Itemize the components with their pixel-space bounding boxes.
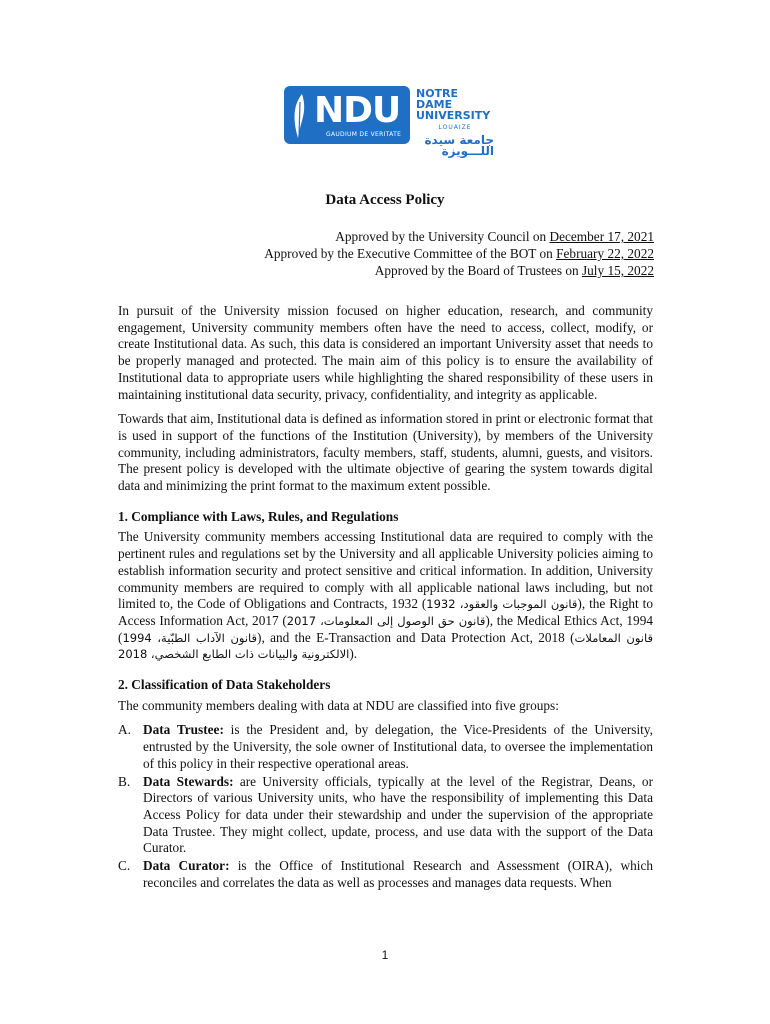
list-item: B. Data Stewards: are University officials, typically at the level of the Registrar, Deans, or Directors of various University units, who have the responsibility of implementing this Data Access Policy for data under their stewardship and under the supervision of the appropriate Data Trustee. They might collect, update, process, and use data with the support of the Data Curator. — [118, 773, 653, 856]
section-paragraph: The community members dealing with data at NDU are classified into five groups: — [118, 697, 559, 713]
intro-paragraph: Towards that aim, Institutional data is defined as information stored in print or electronic format that is used in support of the functions of the Institution (University), by members of the University community, including administrators, faculty members, staff, students, alumni, guests, and visitors. The present policy is developed with the ultimate objective of gearing the system towards digital data and minimizing the print format to the maximum extent possible. — [118, 411, 653, 494]
arabic-law-name: قانون الآداب الطبّية، 1994 — [122, 630, 258, 645]
logo-motto: GAUDIUM DE VERITATE — [326, 131, 402, 138]
intro-paragraph: In pursuit of the University mission focused on higher education, research, and community engagement, University community members often have the need to access, collect, modify, or create Institutional data. As such, this data is considered an important University asset that needs to be properly managed and protected. The main aim of this policy is to ensure the availability of Institutional data to appropriate users while highlighting the shared responsibility of these users in maintaining institutional data security, privacy, confidentiality, and integrity as applicable. — [118, 303, 653, 402]
document-title: Data Access Policy — [325, 192, 445, 208]
logo-line-3: LOUAIZE — [438, 124, 472, 131]
approval-date: July 15, 2022 — [581, 263, 654, 278]
approval-date: December 17, 2021 — [549, 229, 654, 244]
list-item: C. Data Curator: is the Office of Institutional Research and Assessment (OIRA), which reconciles and correlates the data as well as processes and manages data requests. When — [118, 858, 653, 890]
stakeholder-list — [118, 722, 653, 891]
arabic-law-name: قانون حق الوصول إلى المعلومات، 2017 — [286, 613, 486, 628]
approval-line: Approved by the Executive Committee of the BOT on February 22, 2022 — [264, 246, 654, 261]
ndu-logo — [284, 86, 494, 158]
logo-line-1: NOTRE DAME — [416, 87, 459, 111]
logo-wordmark — [416, 88, 494, 157]
approval-line: Approved by the Board of Trustees on July 15, 2022 — [374, 263, 654, 278]
approval-line: Approved by the University Council on December 17, 2021 — [335, 229, 654, 244]
arabic-law-name: قانون الموجبات والعقود، 1932 — [426, 597, 578, 612]
cedar-leaf-icon — [288, 92, 312, 140]
logo-line-2: UNIVERSITY — [416, 109, 491, 122]
list-item: A. Data Trustee: is the President and, by delegation, the Vice-Presidents of the University, entrusted by the University, the sole owner of Institutional data, to oversee the implementation of this policy in their respective operational areas. — [118, 722, 653, 771]
section-heading: 2. Classification of Data Stakeholders — [118, 677, 331, 693]
section-heading: 1. Compliance with Laws, Rules, and Regulations — [118, 508, 399, 524]
logo-brand: NDU — [314, 90, 401, 131]
logo-arabic-1: جامعة سيدة — [424, 133, 494, 147]
approval-block — [264, 228, 654, 279]
document-body — [118, 303, 653, 893]
approval-date: February 22, 2022 — [556, 246, 654, 261]
section-paragraph: The University community members accessing Institutional data are required to comply with the pertinent rules and regulations set by the University and all applicable University policies aiming to establish information security and protect sensitive and critical information. In addition, University community members are required to comply with all applicable national laws including, but not limited to, the Code of Obligations and Contracts, 1932 (قانون الموجبات والعقود، 1932), the Right to Access Information Act, 2017 (قانون حق الوصول إلى المعلومات، 2017), the Medical Ethics Act, 1994 (قانون الآداب الطبّية، 1994), and the E-Transaction and Data Protection Act, 2018 (قانون المعاملات الالكترونية والبيانات ذات الطابع الشخصي، 2018). — [118, 529, 653, 662]
page-number: 1 — [381, 948, 389, 962]
logo-arabic-2: اللـــويزة — [441, 144, 494, 158]
logo-mark — [284, 86, 410, 144]
arabic-law-name: قانون المعاملات الالكترونية والبيانات ذات الطابع الشخصي، 2018 — [118, 630, 653, 662]
